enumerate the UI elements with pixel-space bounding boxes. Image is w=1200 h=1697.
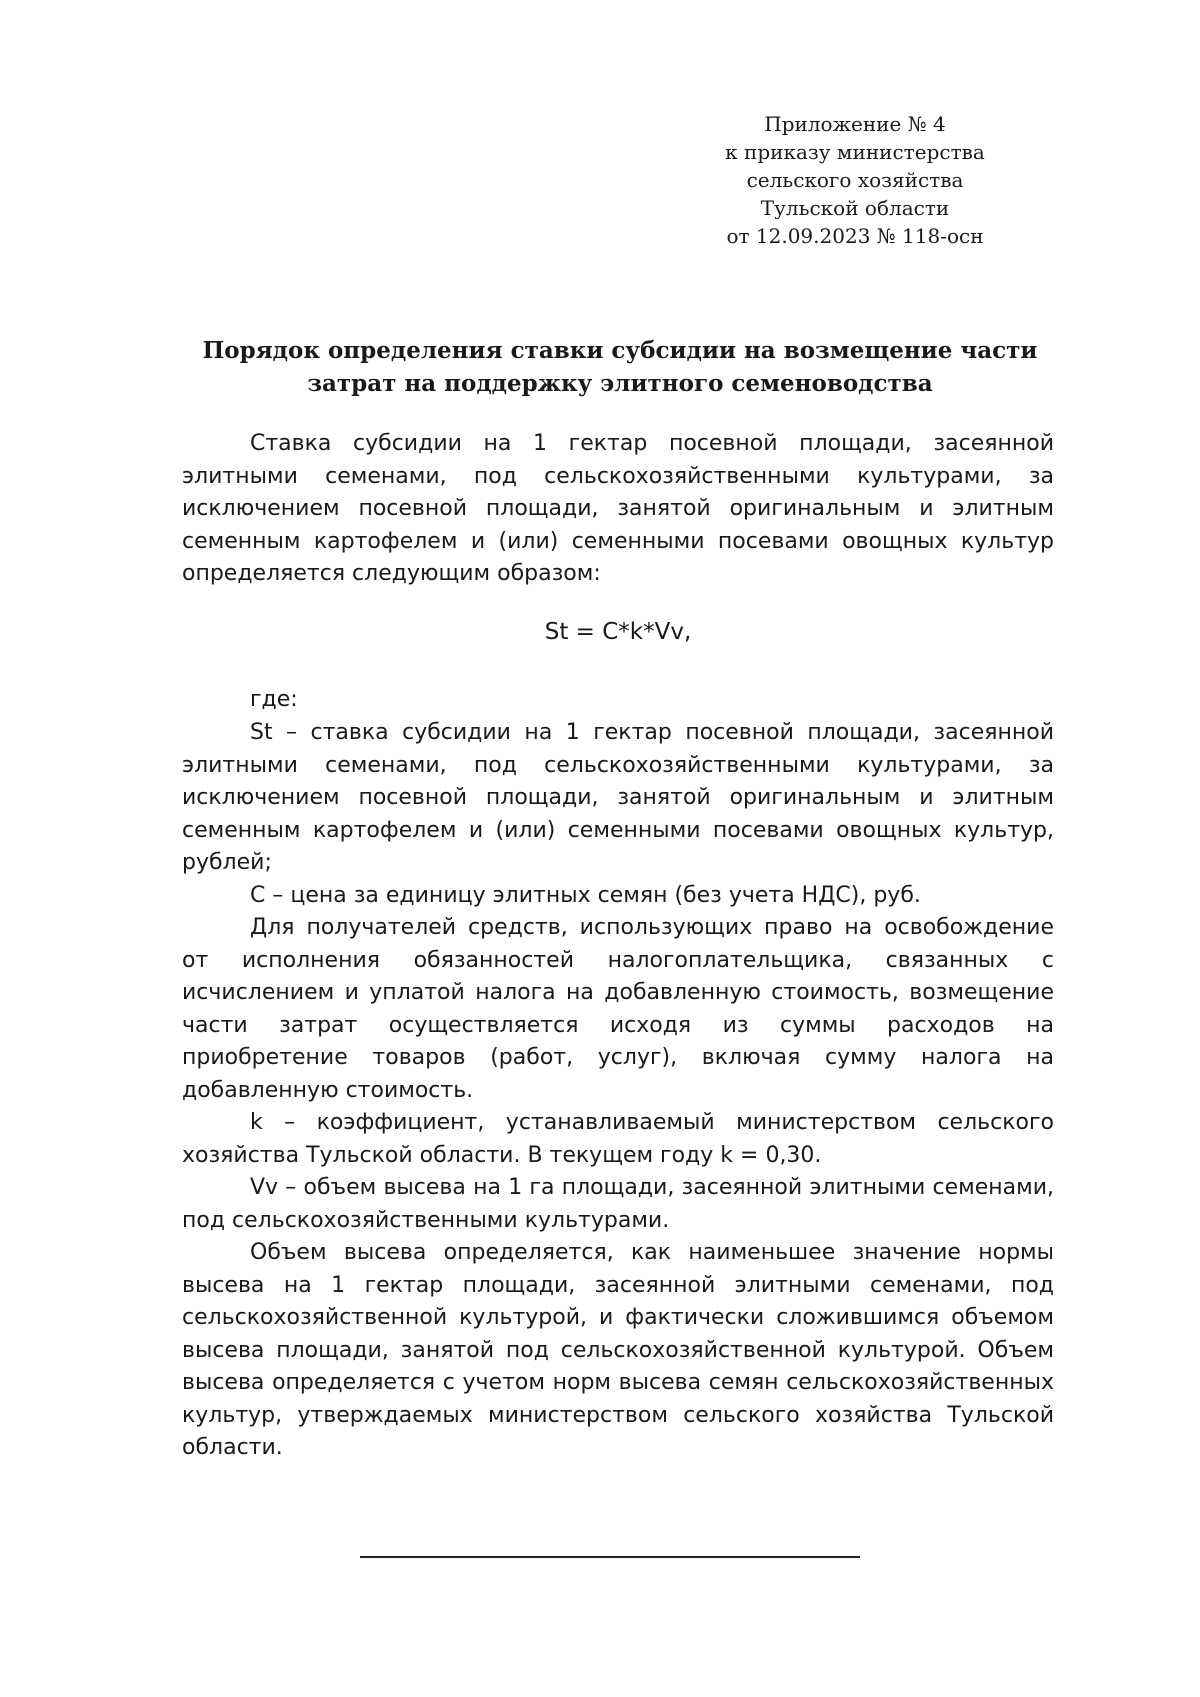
definition-st: St – ставка субсидии на 1 гектар посевной площади, засеянной элитными семенами, под сельскохозяйственными культурами, за исключением посевной площади, занятой оригинальным и элитным семенным картофелем и (или) семенными посевами овощных культур, рублей; bbox=[182, 720, 1054, 875]
annex-line: Тульской области bbox=[760, 196, 950, 220]
definition-c: С – цена за единицу элитных семян (без учета НДС), руб. bbox=[250, 882, 921, 908]
subsidy-formula: St = C*k*Vv, bbox=[544, 619, 692, 645]
annex-line: от 12.09.2023 № 118-осн bbox=[726, 224, 984, 248]
title-line: Порядок определения ставки субсидии на возмещение части bbox=[202, 337, 1038, 364]
document-title bbox=[180, 334, 1060, 400]
annex-line: к приказу министерства bbox=[725, 140, 985, 164]
title-line: затрат на поддержку элитного семеноводства bbox=[307, 370, 933, 397]
definition-vat-note: Для получателей средств, использующих право на освобождение от исполнения обязанностей налогоплательщика, связанных с исчислением и уплатой налога на добавленную стоимость, возмещение части затрат осуществляется исходя из суммы расходов на приобретение товаров (работ, услуг), включая сумму налога на добавленную стоимость. bbox=[182, 915, 1054, 1103]
annex-line: сельского хозяйства bbox=[746, 168, 964, 192]
definitions-section bbox=[182, 717, 1054, 1465]
where-label: где: bbox=[250, 687, 298, 712]
intro-section bbox=[182, 428, 1054, 591]
annex-header bbox=[680, 110, 1030, 250]
definition-volume: Объем высева определяется, как наименьшее значение нормы высева на 1 гектар площади, засеянной элитными семенами, под сельскохозяйственной культурой, и фактически сложившимся объемом высева площади, занятой под сельскохозяйственной культурой. Объем высева определяется с учетом норм высева семян сельскохозяйственных культур, утверждаемых министерством сельского хозяйства Тульской области. bbox=[182, 1240, 1054, 1460]
intro-paragraph: Ставка субсидии на 1 гектар посевной площади, засеянной элитными семенами, под сельскохозяйственными культурами, за исключением посевной площади, занятой оригинальным и элитным семенным картофелем и (или) семенными посевами овощных культур определяется следующим образом: bbox=[182, 431, 1054, 586]
annex-line: Приложение № 4 bbox=[764, 112, 946, 136]
where-section bbox=[182, 684, 1054, 717]
definition-k: k – коэффициент, устанавливаемый министерством сельского хозяйства Тульской области. В текущем году k = 0,30. bbox=[182, 1110, 1054, 1168]
definition-vv: Vv – объем высева на 1 га площади, засеянной элитными семенами, под сельскохозяйственными культурами. bbox=[182, 1175, 1054, 1233]
closing-rule bbox=[360, 1556, 860, 1558]
